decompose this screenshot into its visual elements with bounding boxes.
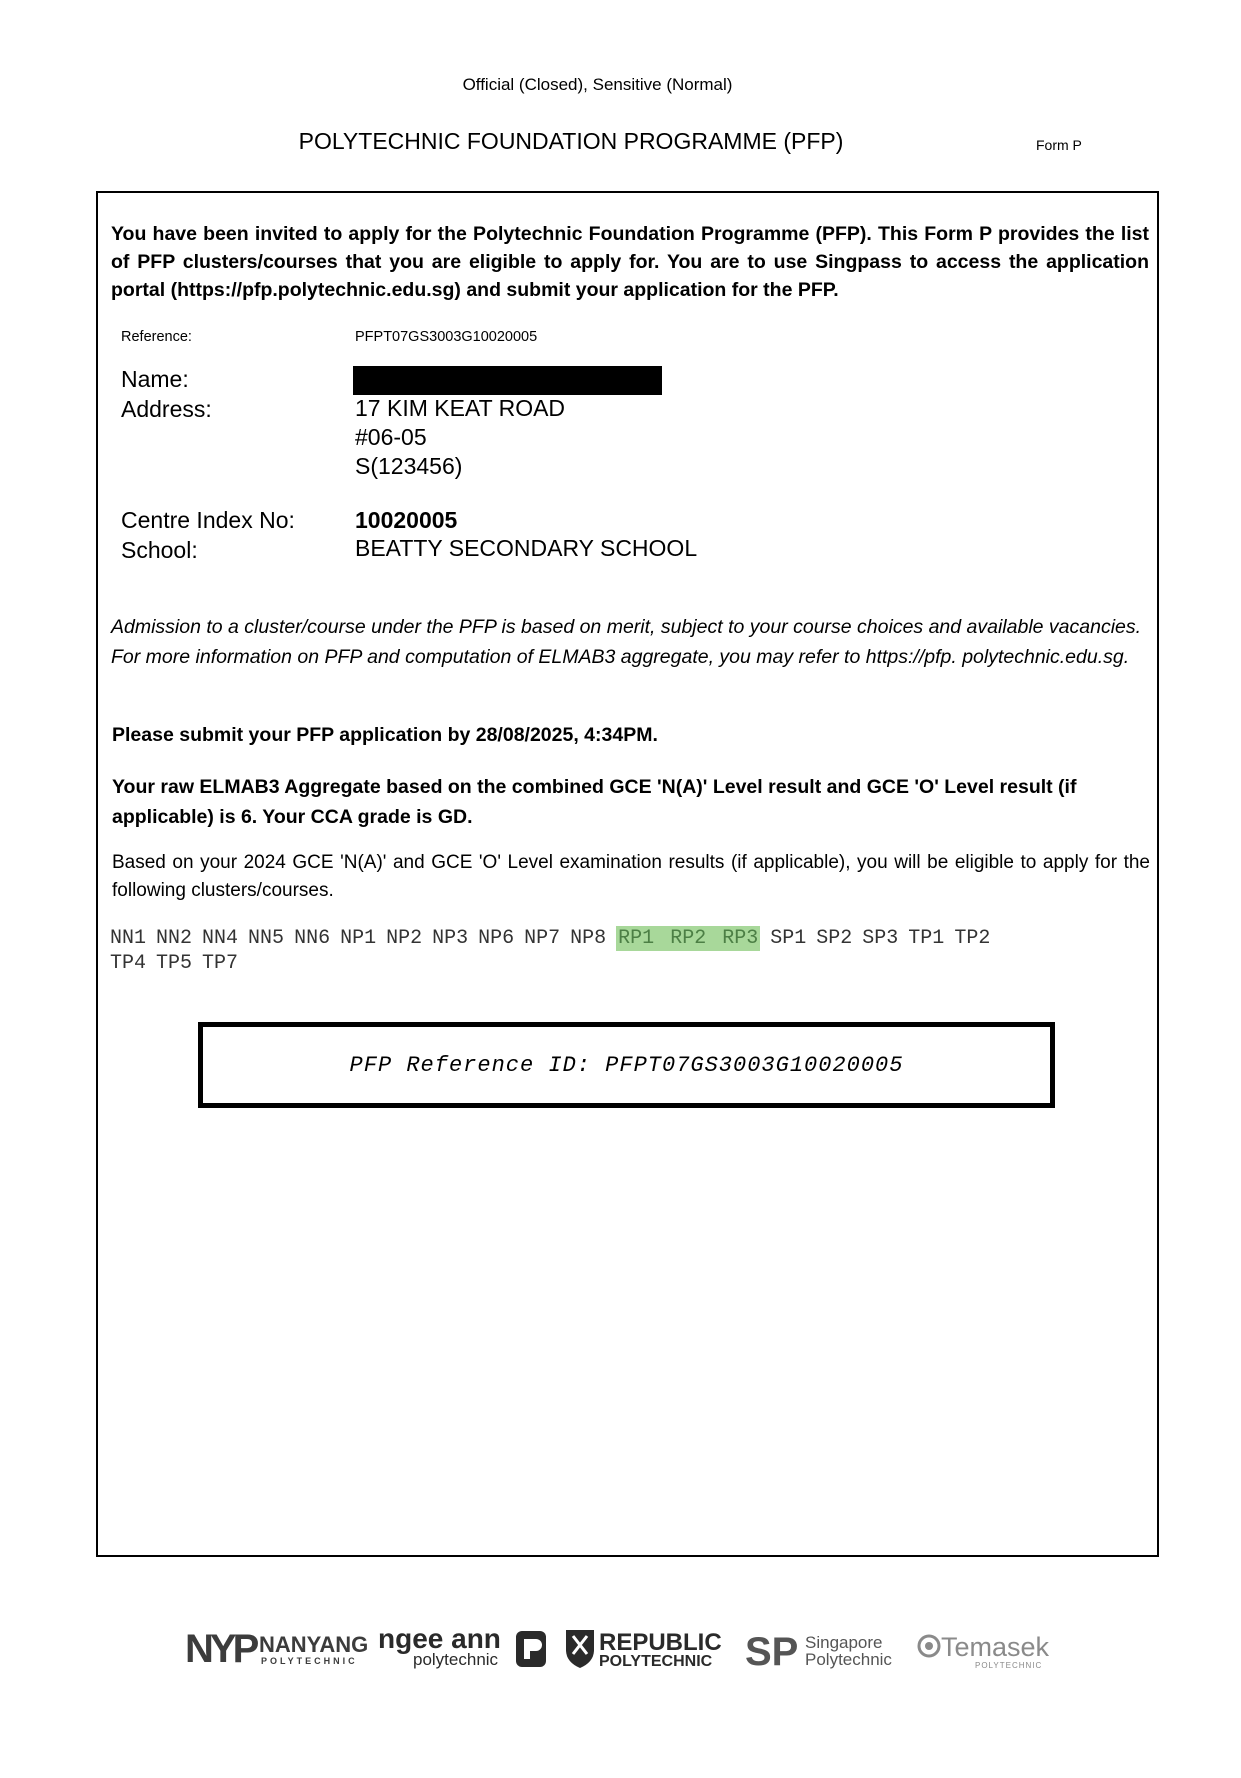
eligibility-statement: Based on your 2024 GCE 'N(A)' and GCE 'O' Level examination results (if applicable), you will be eligible to apply for the following clusters/courses. — [112, 852, 1150, 901]
republic-polytechnic-logo — [566, 1629, 722, 1670]
eligible-courses-list — [110, 926, 1156, 976]
course-code: NN6 — [294, 927, 331, 950]
rp-shield-icon — [566, 1630, 594, 1668]
page-title: POLYTECHNIC FOUNDATION PROGRAMME (PFP) — [298, 128, 844, 154]
course-code: SP1 — [770, 927, 807, 950]
nyp-mark: NYP — [185, 1627, 256, 1670]
course-code: NN4 — [202, 927, 239, 950]
course-code: TP5 — [156, 952, 193, 975]
centre-index-value: 10020005 — [355, 507, 458, 533]
temasek-polytechnic-logo — [919, 1632, 1050, 1670]
redacted-name — [353, 366, 662, 395]
highlighted-courses — [616, 926, 760, 951]
courses-line-2 — [110, 951, 1156, 976]
school-value: BEATTY SECONDARY SCHOOL — [355, 535, 698, 561]
courses-line-1 — [110, 926, 1156, 951]
course-code: TP1 — [908, 927, 945, 950]
aggregate-statement: Your raw ELMAB3 Aggregate based on the combined GCE 'N(A)' Level result and GCE 'O' Level result (if applicable) is 6. Your CCA grade is GD. — [112, 776, 1077, 828]
address-line-1: 17 KIM KEAT ROAD — [355, 395, 566, 421]
course-code: NP8 — [570, 927, 607, 950]
course-code: NP1 — [340, 927, 377, 950]
course-code: TP2 — [954, 927, 991, 950]
ngee-name: ngee ann — [378, 1623, 501, 1654]
intro-paragraph: You have been invited to apply for the Polytechnic Foundation Programme (PFP). This Form P provides the list of PFP clusters/courses that you are eligible to apply for. You are to use Singpass to access the application portal (https://pfp.polytechnic.edu.sg) and submit your application for the PFP. — [111, 223, 1149, 301]
school-label: School: — [121, 537, 198, 563]
course-code: NP3 — [432, 927, 469, 950]
course-code: NP6 — [478, 927, 515, 950]
course-code: TP7 — [202, 952, 239, 975]
course-code-highlighted: RP1 — [618, 927, 655, 950]
pfp-reference-id: PFP Reference ID: PFPT07GS3003G10020005 — [349, 1052, 904, 1078]
nyp-sub: POLYTECHNIC — [261, 1656, 358, 1666]
name-label: Name: — [121, 366, 189, 392]
ngee-sub: polytechnic — [413, 1650, 499, 1669]
address-value — [355, 394, 565, 481]
classification-label: Official (Closed), Sensitive (Normal) — [462, 75, 733, 94]
deadline-notice: Please submit your PFP application by 28/08/2025, 4:34PM. — [112, 724, 658, 746]
centre-index-label: Centre Index No: — [121, 507, 295, 533]
course-code: SP2 — [816, 927, 853, 950]
course-code: NN5 — [248, 927, 285, 950]
sp-name: Singapore — [805, 1633, 883, 1652]
course-code-highlighted: RP2 — [670, 927, 707, 950]
pfp-reference-box — [198, 1022, 1055, 1108]
nyp-name: NANYANG — [259, 1632, 369, 1657]
admission-note: Admission to a cluster/course under the PFP is based on merit, subject to your course choices and available vacancies. For more information on PFP and computation of ELMAB3 aggregate, you may refer to https://pfp. polytechnic.edu.sg. — [111, 616, 1142, 668]
course-code: NP2 — [386, 927, 423, 950]
rp-sub: POLYTECHNIC — [599, 1653, 713, 1670]
course-code: NN2 — [156, 927, 193, 950]
course-code: TP4 — [110, 952, 147, 975]
sp-sub: Polytechnic — [805, 1650, 892, 1669]
address-label: Address: — [121, 396, 212, 422]
course-code: SP3 — [862, 927, 899, 950]
address-line-3: S(123456) — [355, 453, 463, 479]
reference-label: Reference: — [121, 329, 192, 345]
tp-sub: POLYTECHNIC — [975, 1661, 1043, 1670]
course-code: NN1 — [110, 927, 147, 950]
polytechnic-logos — [185, 1622, 1055, 1670]
nyp-logo — [185, 1627, 368, 1670]
course-code-highlighted: RP3 — [722, 927, 759, 950]
rp-name: REPUBLIC — [599, 1629, 722, 1656]
form-code: Form P — [1036, 137, 1082, 153]
ngee-ann-logo — [378, 1623, 546, 1669]
singapore-polytechnic-logo — [745, 1630, 892, 1670]
reference-value: PFPT07GS3003G10020005 — [355, 329, 538, 345]
tp-name: Temasek — [941, 1632, 1050, 1662]
address-line-2: #06-05 — [355, 424, 427, 450]
course-code: NP7 — [524, 927, 561, 950]
sp-mark: SP — [745, 1630, 799, 1670]
